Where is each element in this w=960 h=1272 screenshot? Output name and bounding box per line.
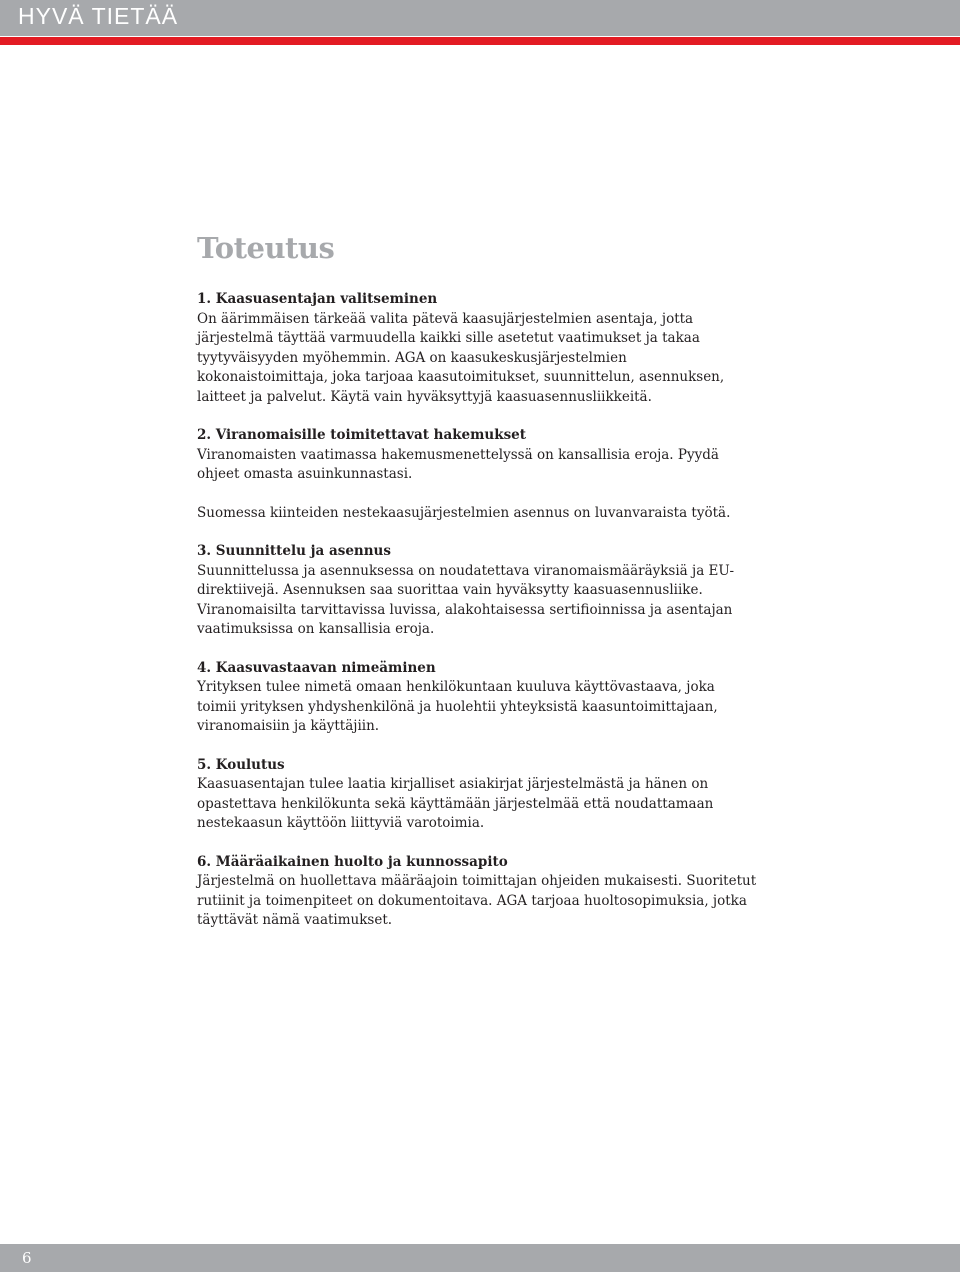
page-title: Toteutus [197, 231, 335, 265]
section-paragraph: Järjestelmä on huollettava määräajoin toimittajan ohjeiden mukaisesti. Suoritetut rutiinit ja toimenpiteet on dokumentoitava. AGA tarjoaa huoltosopimuksia, jotka täyttävät nämä vaatimukset. [197, 873, 757, 928]
section-training [197, 756, 757, 834]
section-heading: 3. Suunnittelu ja asennus [197, 543, 391, 559]
section-design-installation [197, 542, 757, 640]
section-heading: 4. Kaasuvastaavan nimeäminen [197, 659, 436, 676]
main-content [197, 228, 757, 950]
section-installer-selection [197, 290, 757, 407]
section-heading: 6. Määräaikainen huolto ja kunnossapito [197, 853, 508, 870]
page-number: 6 [22, 1249, 32, 1267]
header-title: HYVÄ TIETÄÄ [18, 3, 179, 29]
section-paragraph: On äärimmäisen tärkeää valita pätevä kaasujärjestelmien asentaja, jotta järjestelmä täyttää varmuudella kaikki sille asetetut vaatimukset ja takaa tyytyväisyyden myöhemmin. AGA on kaasukeskusjärjestelmien kokonaistoimittaja, joka tarjoaa kaasutoimitukset, suunnittelun, asennuksen, laitteet ja palvelut. Käytä vain hyväksyttyjä kaasuasennusliikkeitä. [197, 310, 725, 405]
section-heading: 5. Koulutus [197, 756, 285, 773]
section-gas-supervisor [197, 659, 757, 737]
section-paragraph: Suunnittelussa ja asennuksessa on noudatettava viranomaismääräyksiä ja EU-direktiivejä. Asennuksen saa suorittaa vain hyväksytty kaasuasennusliike. Viranomaisilta tarvittavissa luvissa, alakohtaisessa sertifioinnissa ja asentajan vaatimuksissa on kansallisia eroja. [197, 562, 735, 637]
header-red-rule [0, 37, 960, 45]
section-heading: 2. Viranomaisille toimitettavat hakemukset [197, 427, 527, 443]
section-paragraph: Suomessa kiinteiden nestekaasujärjestelmien asennus on luvanvaraista työtä. [197, 504, 731, 521]
section-heading: 1. Kaasuasentajan valitseminen [197, 291, 438, 307]
section-paragraph: Viranomaisten vaatimassa hakemusmenettelyssä on kansallisia eroja. Pyydä ohjeet omasta asuinkunnastasi. [197, 446, 719, 482]
section-authority-applications [197, 426, 757, 523]
footer-bar [0, 1244, 960, 1272]
section-maintenance [197, 853, 757, 931]
section-paragraph: Yrityksen tulee nimetä omaan henkilökuntaan kuuluva käyttövastaava, joka toimii yrityksen yhdyshenkilönä ja huolehtii yhteyksistä kaasuntoimittajaan, viranomaisiin ja käyttäjiin. [197, 679, 718, 734]
section-paragraph: Kaasuasentajan tulee laatia kirjalliset asiakirjat järjestelmästä ja hänen on opastettava henkilökunta sekä käyttämään järjestelmää että noudattamaan nestekaasun käyttöön liittyviä varotoimia. [197, 776, 714, 831]
